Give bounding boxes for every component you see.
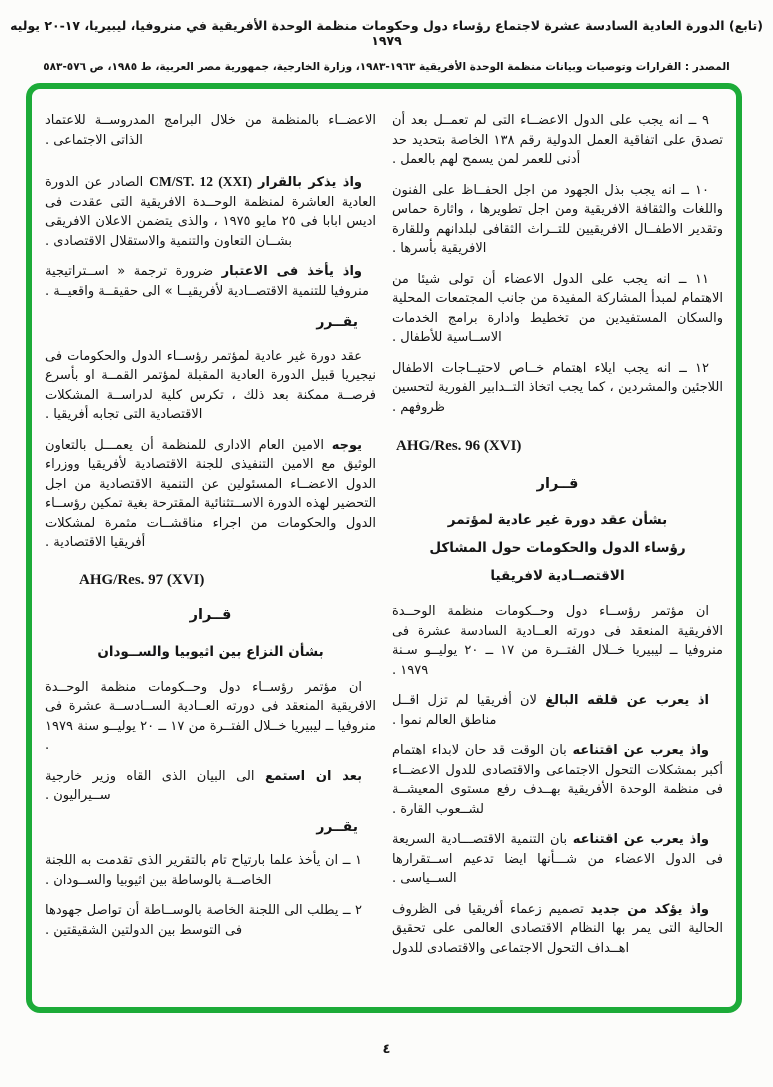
paragraph-concern — [392, 691, 723, 730]
paragraph-reaffirm-lead: واذ يؤكد من جديد — [590, 901, 709, 917]
left-column — [45, 111, 376, 1007]
paragraph-item-9: ٩ ــ انه يجب على الدول الاعضــاء التى لم تعمــل بعد أن تصدق على اتفاقية العمل الدولية رقم ١٣٨ الخاصة بتحديد حد أدنى للعمر لمن يسمح لهم بالعمل . — [392, 113, 723, 167]
paragraph-heard-lead: بعد ان استمع — [264, 768, 362, 784]
paragraph-reaffirm — [392, 900, 723, 959]
resolution-subtitle-line-3: الاقتصــادية لافريقيا — [490, 568, 625, 584]
paragraph-directive-text: الامين العام الادارى للمنظمة أن يعمـــل بالتعاون الوثيق مع الامين التنفيذى للجنة الاقتصادية لأفريقيا ووزراء الدول الاعضــاء المسئولين عن التنمية الاقتصادية من اجل التحضير لهذه الدورة الاســتثنائية المقترحة بغية تمكين رؤســاء الدول والحكومات من اجراء مناقشــات مثمرة لمشكلات أفريقيا الاقتصادية . — [45, 437, 376, 550]
resolution-ref-ahg-res-97: AHG/Res. 97 (XVI) — [79, 571, 205, 588]
document-frame — [26, 83, 742, 1013]
paragraph-item-12: ١٢ ــ انه يجب ايلاء اهتمام خــاص لاحتيــاجات الاطفال اللاجئين والمشردين ، كما يجب اتخاذ التــدابير الفورية لتحسين ظروفهم . — [392, 360, 723, 415]
resolution-ref-cm-st-12: CM/ST. 12 (XXI) — [149, 174, 253, 189]
decides-heading-1: يقــرر — [316, 314, 358, 330]
paragraph-consider-lead: واذ يأخذ فى الاعتبار — [221, 264, 362, 279]
two-column-layout — [32, 89, 736, 1007]
paragraph-conviction-2-text: بان التنمية الاقتصـــادية السريعة فى الدول الاعضاء من شـــأنها ايضا تدعيم اســتقرارها الســياسى . — [392, 832, 723, 886]
page-header — [10, 18, 763, 73]
paragraph-recall-text: الصادر عن الدورة العادية العاشرة لمنظمة الوحــدة الافريقية التى عقدت فى اديس ابابا فى ٢٥ مايو ١٩٧٥ ، والذى يتضمن الاعلان الافريقى بشــان التعاون والتنمية والاستقلال الاقتصادى . — [45, 175, 376, 249]
paragraph-decision: عقد دورة غير عادية لمؤتمر رؤســاء الدول والحكومات فى نيجيريا قبيل الدورة العادية المقبلة لمؤتمر القمــة او بأسرع فرصــة ممكنة بعد ذلك ، تكرس كلية لدراســة المشكلات الاقتصادية التى تجابه أفريقيا . — [45, 348, 376, 422]
resolution-heading-2: قــرار — [189, 607, 232, 623]
header-session-title: (تابع) الدورة العادية السادسة عشرة لاجتماع رؤساء دول وحكومات منظمة الوحدة الأفريقية في منروفيا، ليبيريا، ١٧-٢٠ يوليه ١٩٧٩ — [10, 18, 763, 48]
resolution-subtitle-line-2: رؤساء الدول والحكومات حول المشاكل — [429, 540, 686, 556]
paragraph-preamble-2: ان مؤتمر رؤســاء دول وحــكومات منظمة الوحــدة الافريقية المنعقد فى دورته العــادية الســادســة عشرة فى منروفيا ــ ليبيريا خــلال الفتــرة من ١٧ ــ ٢٠ يوليــو سنة ١٩٧٩ . — [45, 679, 376, 753]
paragraph-heard-text: الى البيان الذى القاه وزير خارجية ســيراليون . — [45, 768, 255, 803]
resolution-subtitle-dispute: بشأن النزاع بين اثيوبيا والســودان — [97, 643, 324, 660]
paragraph-decision-1: ١ ــ ان يأخذ علما بارتياح تام بالتقرير الذى تقدمت به اللجنة الخاصــة بالوساطة بين اثيوبيا والســودان . — [45, 853, 362, 888]
paragraph-consider-text: ضرورة ترجمة « اســتراتيجية منروفيا للتنمية الاقتصــادية لأفريقيــا » الى حقيقــة واقعيــة . — [45, 264, 369, 299]
header-source-citation: المصدر : القرارات وتوصيات وبيانات منظمة الوحدة الأفريقية ١٩٦٣-١٩٨٣، وزارة الخارجية، جمهورية مصر العربية، ط ١٩٨٥، ص ٥٧٦-٥٨٣ — [43, 61, 730, 73]
paragraph-directive-lead: يوجه — [331, 437, 363, 453]
paragraph-concern-lead: اذ يعرب عن قلقه البالغ — [545, 693, 709, 708]
paragraph-directive — [45, 436, 376, 553]
paragraph-consider — [45, 262, 376, 301]
resolution-heading: قــرار — [536, 475, 579, 492]
paragraph-item-11: ١١ ــ انه يجب على الدول الاعضاء أن تولى شيئا من الاهتمام لمبدأ المشاركة المفيدة من جانب المجتمعات المحلية والسكان المستفيدين من تخطيط وادارة برامج الخدمات الاســاسية للأطفال . — [392, 271, 723, 345]
paragraph-continuation: الاعضــاء بالمنظمة من خلال البرامج المدروســة للاعتماد الذاتى الاجتماعى . — [45, 113, 376, 148]
paragraph-conviction-1-text: بان الوقت قد حان لابداء اهتمام أكبر بمشكلات التحول الاجتماعى والاقتصادى للدول الاعضــاء فى منظمة الوحدة الأفريقية بهــدف رفع مستوى المعيشــة لشــعوب القارة . — [392, 743, 723, 817]
page-number: ٤ — [382, 1042, 391, 1057]
paragraph-conviction-2 — [392, 830, 723, 889]
resolution-ref-ahg-res-96: AHG/Res. 96 (XVI) — [396, 438, 522, 454]
paragraph-conviction-1-lead: واذ يعرب عن اقتناعه — [572, 743, 709, 758]
paragraph-recall — [45, 172, 376, 251]
paragraph-recall-lead: واذ يذكر بالقرار — [258, 175, 363, 190]
paragraph-decision-2: ٢ ــ يطلب الى اللجنة الخاصة بالوســاطة أن تواصل جهودها فى التوسط بين الدولتين الشقيقتين . — [45, 903, 362, 938]
paragraph-preamble: ان مؤتمر رؤســاء دول وحــكومات منظمة الوحــدة الافريقية المنعقد فى دورته العــادية السادسة عشرة فى منروفيا ــ ليبيريا خــلال الفتــرة من ١٧ ــ ٢٠ يوليــو سـنة ١٩٧٩ . — [392, 604, 723, 678]
paragraph-conviction-1 — [392, 741, 723, 819]
resolution-subtitle-line-1: بشأن عقد دورة غير عادية لمؤتمر — [447, 512, 668, 528]
paragraph-reaffirm-text: تصميم زعماء أفريقيا فى الظروف الحالية التى يمر بها النظام الاقتصادى العالمى على تحقيق اهــداف التحول الاجتماعى والاقتصادى للدول — [392, 901, 723, 956]
paragraph-concern-text: لان أفريقيا لم تزل اقــل مناطق العالم نموا . — [392, 693, 537, 728]
decides-heading-2: يقــرر — [316, 818, 358, 835]
right-column — [392, 111, 723, 1007]
paragraph-heard — [45, 767, 376, 806]
paragraph-item-10: ١٠ ــ انه يجب بذل الجهود من اجل الحفــاظ على الفنون واللغات والثقافة الافريقية ومن اجل تطويرها ، واثارة حماس وتقدير الاطفــال الافريقيين للتــراث الثقافى لبلدانهم وللقارة الافريقية بأسرها . — [392, 182, 723, 256]
paragraph-conviction-2-lead: واذ يعرب عن اقتناعه — [572, 832, 709, 847]
